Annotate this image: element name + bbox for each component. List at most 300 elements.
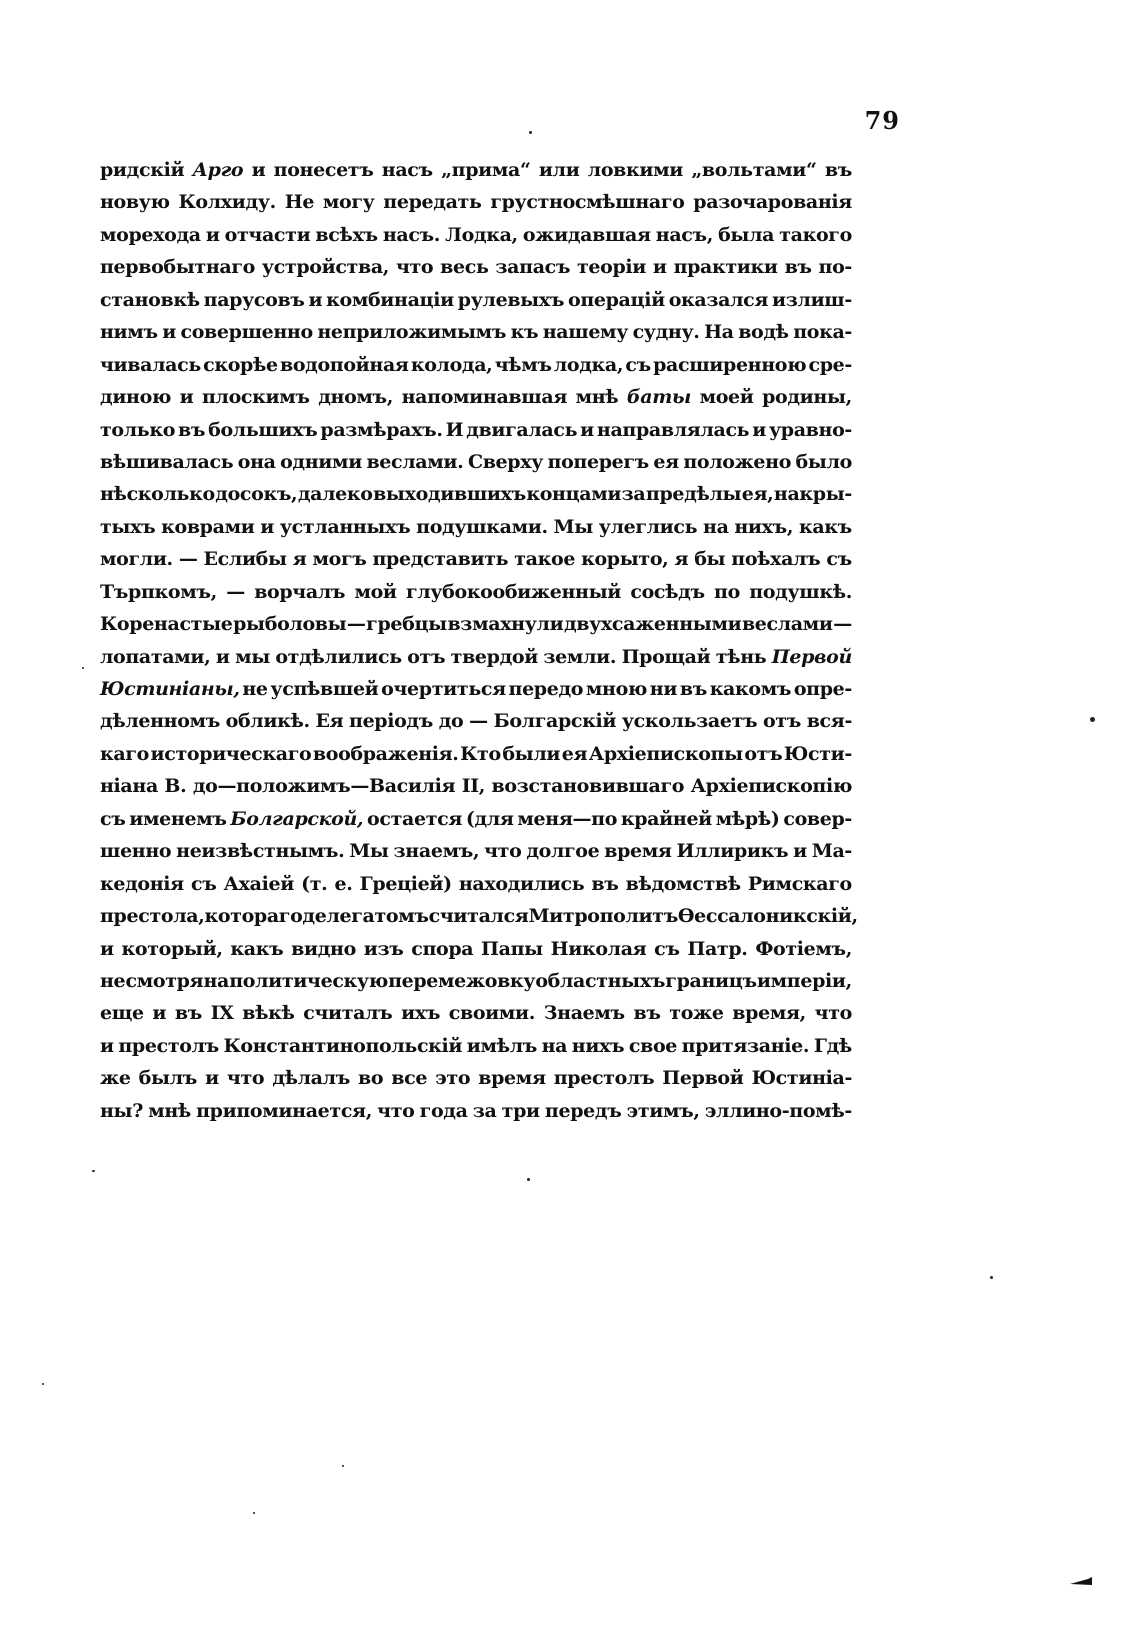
scan-speck xyxy=(342,1465,344,1467)
word: всѣхъ xyxy=(315,223,378,246)
word: мною xyxy=(585,678,648,700)
word: и xyxy=(752,418,766,441)
text-line xyxy=(100,1030,852,1062)
word: года xyxy=(419,1099,468,1122)
word: она xyxy=(237,450,276,473)
word: насъ. xyxy=(382,223,441,246)
word: на xyxy=(203,969,229,992)
word: возстановившаго xyxy=(491,775,685,798)
text-line xyxy=(100,414,852,446)
word: двухсаженными xyxy=(563,613,742,636)
word: чѣмъ xyxy=(494,353,552,376)
word: въ xyxy=(591,872,619,895)
word: дномъ, xyxy=(318,386,394,409)
word: бы xyxy=(694,548,726,571)
word: излиш- xyxy=(772,288,852,311)
word: своими. xyxy=(448,1002,536,1025)
word: за xyxy=(472,1099,497,1122)
word: и xyxy=(793,840,807,863)
word: далеко xyxy=(297,483,373,506)
text-line xyxy=(100,284,852,316)
word: твердой xyxy=(450,645,538,668)
word: что xyxy=(395,256,434,279)
word: я xyxy=(292,548,307,571)
word: передо xyxy=(508,678,584,700)
word: ускользаетъ xyxy=(621,710,758,733)
word: Колхиду. xyxy=(178,191,276,214)
word: престолъ xyxy=(553,1067,655,1090)
word: Патр. xyxy=(687,937,748,960)
word: земли. xyxy=(543,645,617,668)
word: И xyxy=(445,418,464,441)
word: Кто xyxy=(460,742,501,765)
word: который, xyxy=(121,937,223,960)
scan-speck xyxy=(82,667,84,669)
word: успѣвшей xyxy=(270,678,379,700)
word: могъ xyxy=(312,548,367,571)
word: теоріи xyxy=(577,256,647,279)
word: три xyxy=(501,1099,540,1122)
word: дѣленномъ xyxy=(100,710,220,733)
word: была xyxy=(718,223,775,246)
word: сре- xyxy=(808,353,852,376)
scan-speck xyxy=(42,1383,44,1385)
body-text xyxy=(100,154,858,1127)
word: водѣ xyxy=(738,321,789,344)
word: выходившихъ xyxy=(373,483,526,506)
word: какомъ xyxy=(709,678,792,700)
word: мой xyxy=(354,580,397,603)
word: и xyxy=(308,288,323,311)
text-line xyxy=(100,154,852,186)
word: нимъ xyxy=(100,321,158,344)
word: меня—по xyxy=(517,807,618,830)
word: Еслибы xyxy=(203,548,287,571)
word: не xyxy=(242,678,268,700)
page-number: 79 xyxy=(864,106,900,135)
word: до xyxy=(438,710,464,733)
word: дѣлалъ xyxy=(272,1067,350,1090)
word: считалъ xyxy=(303,1002,393,1025)
text-line xyxy=(100,673,852,705)
word: или xyxy=(538,159,580,181)
text-line xyxy=(100,251,852,283)
word: рыболовы xyxy=(233,613,347,636)
word: долгое xyxy=(526,840,600,863)
word: накры- xyxy=(773,483,852,506)
word: ны? xyxy=(100,1099,144,1122)
text-line xyxy=(100,933,852,965)
word: Юстиніа- xyxy=(751,1067,852,1090)
word: взмахнули xyxy=(447,613,564,636)
word: опре- xyxy=(793,678,852,700)
word: рулевыхъ xyxy=(457,288,565,311)
word: мы xyxy=(235,645,270,668)
word: и xyxy=(215,645,230,668)
word: IX xyxy=(210,1002,234,1025)
word: поѣхалъ xyxy=(731,548,821,571)
word: направлялась xyxy=(596,418,750,441)
word: Папы xyxy=(481,937,543,960)
word: границъ xyxy=(665,969,757,992)
word: въ xyxy=(784,256,812,279)
word: устройства, xyxy=(261,256,390,279)
word: только xyxy=(100,418,176,441)
word: время xyxy=(478,1067,546,1090)
word: на xyxy=(541,1034,568,1057)
word: неприложимымъ xyxy=(317,321,507,344)
word: крайней xyxy=(620,807,712,830)
word: Мы xyxy=(349,840,389,863)
word: нѣсколько xyxy=(100,483,215,506)
word: вѣкѣ xyxy=(242,1002,295,1025)
word: отъ xyxy=(407,645,446,668)
word: чивалась xyxy=(100,353,201,376)
word: — xyxy=(178,548,198,571)
word: тоже xyxy=(669,1002,724,1025)
word: коврами xyxy=(161,515,255,538)
word: отъ xyxy=(744,742,783,765)
word: грустносмѣшнаго xyxy=(490,191,685,214)
word: этимъ, xyxy=(626,1099,700,1122)
scan-speck xyxy=(527,1178,530,1181)
word: отъ xyxy=(762,710,801,733)
word: Коренастые xyxy=(100,613,233,636)
word: такое xyxy=(514,548,576,571)
word: на xyxy=(703,515,729,538)
word: вѣшивалась xyxy=(100,450,234,473)
word: каго xyxy=(100,742,149,765)
word: престолъ xyxy=(118,1034,219,1057)
text-line xyxy=(100,478,852,510)
word: что xyxy=(814,1002,852,1025)
word: нашему xyxy=(542,321,629,344)
word: свое xyxy=(628,1034,678,1057)
word: тыхъ xyxy=(100,515,156,538)
word: Юсти- xyxy=(783,742,852,765)
scan-speck xyxy=(529,131,532,134)
word: ловкими xyxy=(587,159,684,181)
word: Мы xyxy=(553,515,593,538)
text-line xyxy=(100,1062,852,1094)
word: передъ xyxy=(544,1099,622,1122)
word: въ xyxy=(679,678,707,700)
word: какъ xyxy=(798,515,852,538)
word: корыто, xyxy=(581,548,669,571)
word: отдѣлились xyxy=(275,645,402,668)
word: мѣрѣ) xyxy=(715,807,780,830)
word: расширенною xyxy=(653,353,807,376)
word: Не xyxy=(284,191,315,214)
text-line xyxy=(100,186,852,218)
word: ожидавшая xyxy=(522,223,651,246)
word: — xyxy=(346,613,366,636)
word: Ея xyxy=(315,710,344,733)
word: въ xyxy=(174,1002,202,1025)
text-line xyxy=(100,543,852,575)
word: морехода xyxy=(100,223,201,246)
word: Арго xyxy=(192,159,244,181)
word: Гдѣ xyxy=(813,1034,852,1057)
word: совершенно xyxy=(180,321,313,344)
word: кедонія xyxy=(100,872,184,895)
word: время, xyxy=(732,1002,806,1025)
word: диною xyxy=(100,386,172,409)
word: представить xyxy=(372,548,509,571)
word: баты xyxy=(626,386,691,409)
word: нихъ, xyxy=(734,515,794,538)
word: изъ xyxy=(363,937,404,960)
word: глубокообиженный xyxy=(406,580,622,603)
word: лодка, xyxy=(553,353,624,376)
text-line xyxy=(100,608,852,640)
word: остается xyxy=(367,807,463,830)
word: первобытнаго xyxy=(100,256,255,279)
word: большихъ xyxy=(208,418,318,441)
word: котораго xyxy=(204,905,303,928)
word: досокъ, xyxy=(215,483,298,506)
word: Митрополитъ xyxy=(528,905,678,928)
word: Архіепископію xyxy=(690,775,852,798)
word: Лодка, xyxy=(445,223,518,246)
word: воображенія. xyxy=(312,742,459,765)
word: ея xyxy=(561,742,588,765)
word: комбинаціи xyxy=(326,288,454,311)
word: е. xyxy=(334,872,353,895)
word: политическую xyxy=(229,969,388,992)
word: Николая xyxy=(550,937,647,960)
word: судну. xyxy=(632,321,700,344)
word: перемежовку xyxy=(388,969,536,992)
word: за xyxy=(621,483,646,506)
scan-speck xyxy=(253,1512,255,1514)
word: притязаніе. xyxy=(681,1034,810,1057)
word: пока- xyxy=(793,321,852,344)
scan-corner-mark xyxy=(1070,1577,1092,1585)
word: не xyxy=(100,969,126,992)
word: были xyxy=(502,742,561,765)
word: практики xyxy=(673,256,778,279)
word: вся- xyxy=(806,710,852,733)
word: могли. xyxy=(100,548,173,571)
word: припоминается, xyxy=(196,1099,372,1122)
word: мнѣ xyxy=(148,1099,191,1122)
word: подушкѣ. xyxy=(749,580,852,603)
word: шенно xyxy=(100,840,172,863)
word: считался xyxy=(428,905,529,928)
word: уравно- xyxy=(768,418,852,441)
word: запасъ xyxy=(495,256,571,279)
word: имперіи, xyxy=(756,969,852,992)
word: же xyxy=(100,1067,131,1090)
word: улеглись xyxy=(598,515,698,538)
word: колода, xyxy=(410,353,493,376)
word: ворчалъ xyxy=(254,580,346,603)
word: имѣлъ xyxy=(466,1034,537,1057)
word: „вольтами“ xyxy=(691,159,817,181)
word: ихъ xyxy=(401,1002,441,1025)
text-line xyxy=(100,316,852,348)
word: II, xyxy=(461,775,486,798)
word: концами xyxy=(526,483,622,506)
word: поперегъ xyxy=(547,450,649,473)
word: операцій xyxy=(568,288,665,311)
word: періодъ xyxy=(349,710,433,733)
text-line xyxy=(100,835,852,867)
word: — xyxy=(833,613,852,636)
word: Римскаго xyxy=(747,872,852,895)
word: скорѣе xyxy=(203,353,278,376)
word: что xyxy=(377,1099,415,1122)
word: положено xyxy=(683,450,792,473)
word: было xyxy=(795,450,852,473)
word: устланныхъ xyxy=(279,515,411,538)
word: Юстиніаны, xyxy=(100,678,240,700)
text-line xyxy=(100,381,852,413)
word: эллино-помѣ- xyxy=(704,1099,852,1122)
word: и xyxy=(179,386,194,409)
word: видно xyxy=(291,937,356,960)
word: становкѣ xyxy=(100,288,200,311)
word: и xyxy=(580,418,594,441)
text-line xyxy=(100,705,852,737)
word: историческаго xyxy=(150,742,312,765)
word: что xyxy=(226,1067,265,1090)
word: совер- xyxy=(783,807,852,830)
word: очертиться xyxy=(381,678,506,700)
word: одними xyxy=(280,450,362,473)
word: съ xyxy=(625,353,651,376)
word: вѣдомствѣ xyxy=(625,872,741,895)
text-line xyxy=(100,446,852,478)
word: знаемъ, xyxy=(393,840,480,863)
word: и xyxy=(162,321,176,344)
word: во xyxy=(358,1067,384,1090)
text-line xyxy=(100,738,852,770)
text-line xyxy=(100,349,852,381)
word: и xyxy=(652,256,667,279)
word: съ xyxy=(654,937,680,960)
word: сосѣдъ xyxy=(630,580,705,603)
word: неизвѣстнымъ. xyxy=(176,840,345,863)
word: и xyxy=(100,937,114,960)
word: съ xyxy=(190,872,217,895)
word: и xyxy=(251,159,266,181)
word: двигалась xyxy=(466,418,578,441)
word: Первой xyxy=(771,645,852,668)
text-line xyxy=(100,997,852,1029)
word: смотря xyxy=(125,969,204,992)
word: такого xyxy=(779,223,852,246)
word: Константинопольскій xyxy=(223,1034,463,1057)
word: — xyxy=(226,580,245,603)
word: все xyxy=(391,1067,428,1090)
word: В. xyxy=(164,775,187,798)
word: Сверху xyxy=(467,450,544,473)
word: передать xyxy=(383,191,482,214)
word: находились xyxy=(458,872,585,895)
word: ридскій xyxy=(100,159,185,181)
word: по- xyxy=(818,256,852,279)
word: Иллирикъ xyxy=(676,840,789,863)
word: подушками. xyxy=(416,515,548,538)
word: гребцы xyxy=(366,613,447,636)
word: Ахаіей xyxy=(223,872,294,895)
text-line xyxy=(100,770,852,802)
word: областныхъ xyxy=(535,969,666,992)
word: время xyxy=(604,840,672,863)
word: оказался xyxy=(668,288,769,311)
word: въ xyxy=(824,159,852,181)
word: предѣлы xyxy=(645,483,742,506)
word: веслами. xyxy=(366,450,464,473)
text-line xyxy=(100,1095,852,1127)
word: и xyxy=(260,515,275,538)
word: и xyxy=(205,223,220,246)
word: плоскимъ xyxy=(201,386,310,409)
text-line xyxy=(100,900,858,932)
word: парусовъ xyxy=(203,288,305,311)
word: къ xyxy=(510,321,539,344)
word: Греціей) xyxy=(359,872,452,895)
word: и xyxy=(152,1002,167,1025)
word: и xyxy=(205,1067,219,1090)
word: въ xyxy=(178,418,206,441)
text-line xyxy=(100,965,852,997)
word: „прима“ xyxy=(441,159,531,181)
word: престола, xyxy=(100,905,205,928)
word: Архіепископы xyxy=(588,742,743,765)
word: какъ xyxy=(230,937,284,960)
word: На xyxy=(704,321,734,344)
word: могу xyxy=(322,191,375,214)
word: веслами xyxy=(741,613,833,636)
word: Первой xyxy=(662,1067,744,1090)
word: понесетъ xyxy=(273,159,374,181)
word: — xyxy=(469,710,488,733)
word: по xyxy=(714,580,740,603)
word: въ xyxy=(633,1002,661,1025)
text-line xyxy=(100,576,852,608)
text-line xyxy=(100,219,852,251)
word: Прощай xyxy=(621,645,711,668)
word: мнѣ xyxy=(575,386,619,409)
word: новую xyxy=(100,191,170,214)
word: Търпкомъ, xyxy=(100,580,217,603)
word: ея xyxy=(653,450,679,473)
word: тѣнь xyxy=(715,645,767,668)
text-line xyxy=(100,803,852,835)
word: Болгарской, xyxy=(230,807,364,830)
word: и xyxy=(100,1034,114,1057)
word: ніана xyxy=(100,775,158,798)
word: ни xyxy=(649,678,678,700)
word: напоминавшая xyxy=(401,386,568,409)
scan-speck xyxy=(990,1276,993,1279)
word: насъ, xyxy=(655,223,713,246)
word: до—положимъ—Василія xyxy=(192,775,456,798)
scan-speck xyxy=(1090,717,1095,722)
word: Фотіемъ, xyxy=(755,937,852,960)
word: отчасти xyxy=(224,223,311,246)
word: именемъ xyxy=(129,807,227,830)
word: что xyxy=(484,840,522,863)
word: былъ xyxy=(138,1067,197,1090)
word: съ xyxy=(826,548,852,571)
word: Болгарскій xyxy=(493,710,617,733)
word: я xyxy=(674,548,689,571)
word: обликѣ. xyxy=(225,710,310,733)
